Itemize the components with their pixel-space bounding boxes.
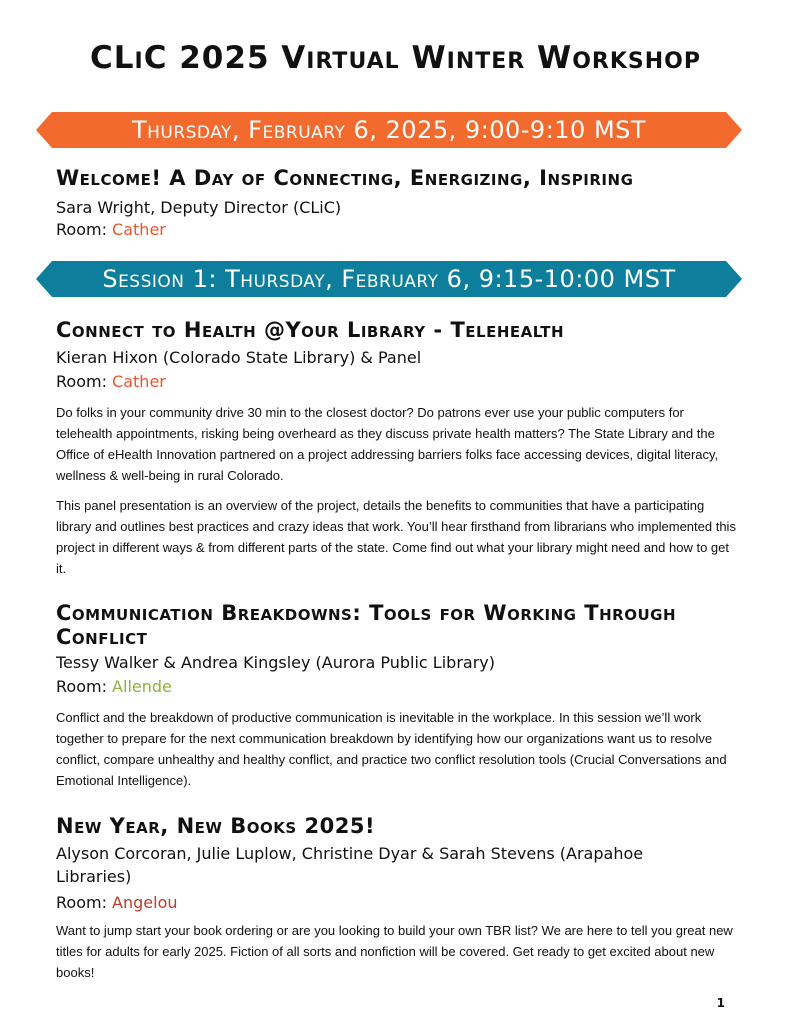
room-label: Room: <box>56 677 107 696</box>
document-title: CLiC 2025 Virtual Winter Workshop <box>90 40 701 76</box>
session-presenter: Alyson Corcoran, Julie Luplow, Christine Dyar & Sarah Stevens (Arapahoe Libraries) <box>56 844 644 886</box>
session-description: This panel presentation is an overview of the project, details the benefits to communities that have a participating library and outlines best practices and crazy ideas that work. You’ll hear firsthand from librarians who implemented this project in different ways & from different parts of the state. Come find out what your library might need and how to get it. <box>56 498 736 576</box>
room-label: Room: <box>56 220 107 239</box>
session-description: Do folks in your community drive 30 min to the closest doctor? Do patrons ever use your public computers for telehealth appointments, risking being overheard as they discuss private health matters? The State Library and the Office of eHealth Innovation partnered on a project addressing barriers folks face accessing devices, digital literacy, wellness & well-being in rural Colorado. <box>56 405 719 483</box>
session-title: Communication Breakdowns: Tools for Working Through Conflict <box>56 601 676 649</box>
session1-banner <box>36 261 742 297</box>
session-room <box>56 677 172 696</box>
opening-banner-text: Thursday, February 6, 2025, 9:00-9:10 MST <box>131 116 647 144</box>
session-presenter: Kieran Hixon (Colorado State Library) & Panel <box>56 348 422 367</box>
room-name-cather: Cather <box>112 372 166 391</box>
page-number: 1 <box>716 996 725 1010</box>
session-presenter: Tessy Walker & Andrea Kingsley (Aurora Public Library) <box>56 653 495 672</box>
session-title: Connect to Health @Your Library - Telehealth <box>56 318 565 342</box>
room-label: Room: <box>56 372 107 391</box>
session-room <box>56 372 166 391</box>
session-description: Want to jump start your book ordering or are you looking to build your own TBR list? We are here to tell you great new titles for adults for early 2025. Fiction of all sorts and nonfiction will be covered. Get ready to get excited about new books! <box>56 923 733 980</box>
welcome-title: Welcome! A Day of Connecting, Energizing, Inspiring <box>56 166 634 190</box>
session-room <box>56 893 178 912</box>
room-name-cather: Cather <box>112 220 166 239</box>
welcome-presenter: Sara Wright, Deputy Director (CLiC) <box>56 198 342 217</box>
welcome-room <box>56 220 166 239</box>
room-name-angelou: Angelou <box>112 893 178 912</box>
opening-banner <box>36 112 742 148</box>
session-description: Conflict and the breakdown of productive communication is inevitable in the workplace. In this session we’ll work together to prepare for the next communication breakdown by identifying how our organizations want us to resolve conflict, compare unhealthy and healthy conflict, and practice two conflict resolution tools (Crucial Conversations and Emotional Intelligence). <box>56 710 727 788</box>
room-name-allende: Allende <box>112 677 172 696</box>
session-title: New Year, New Books 2025! <box>56 814 376 838</box>
room-label: Room: <box>56 893 107 912</box>
session1-banner-text: Session 1: Thursday, February 6, 9:15-10:00 MST <box>102 265 676 293</box>
